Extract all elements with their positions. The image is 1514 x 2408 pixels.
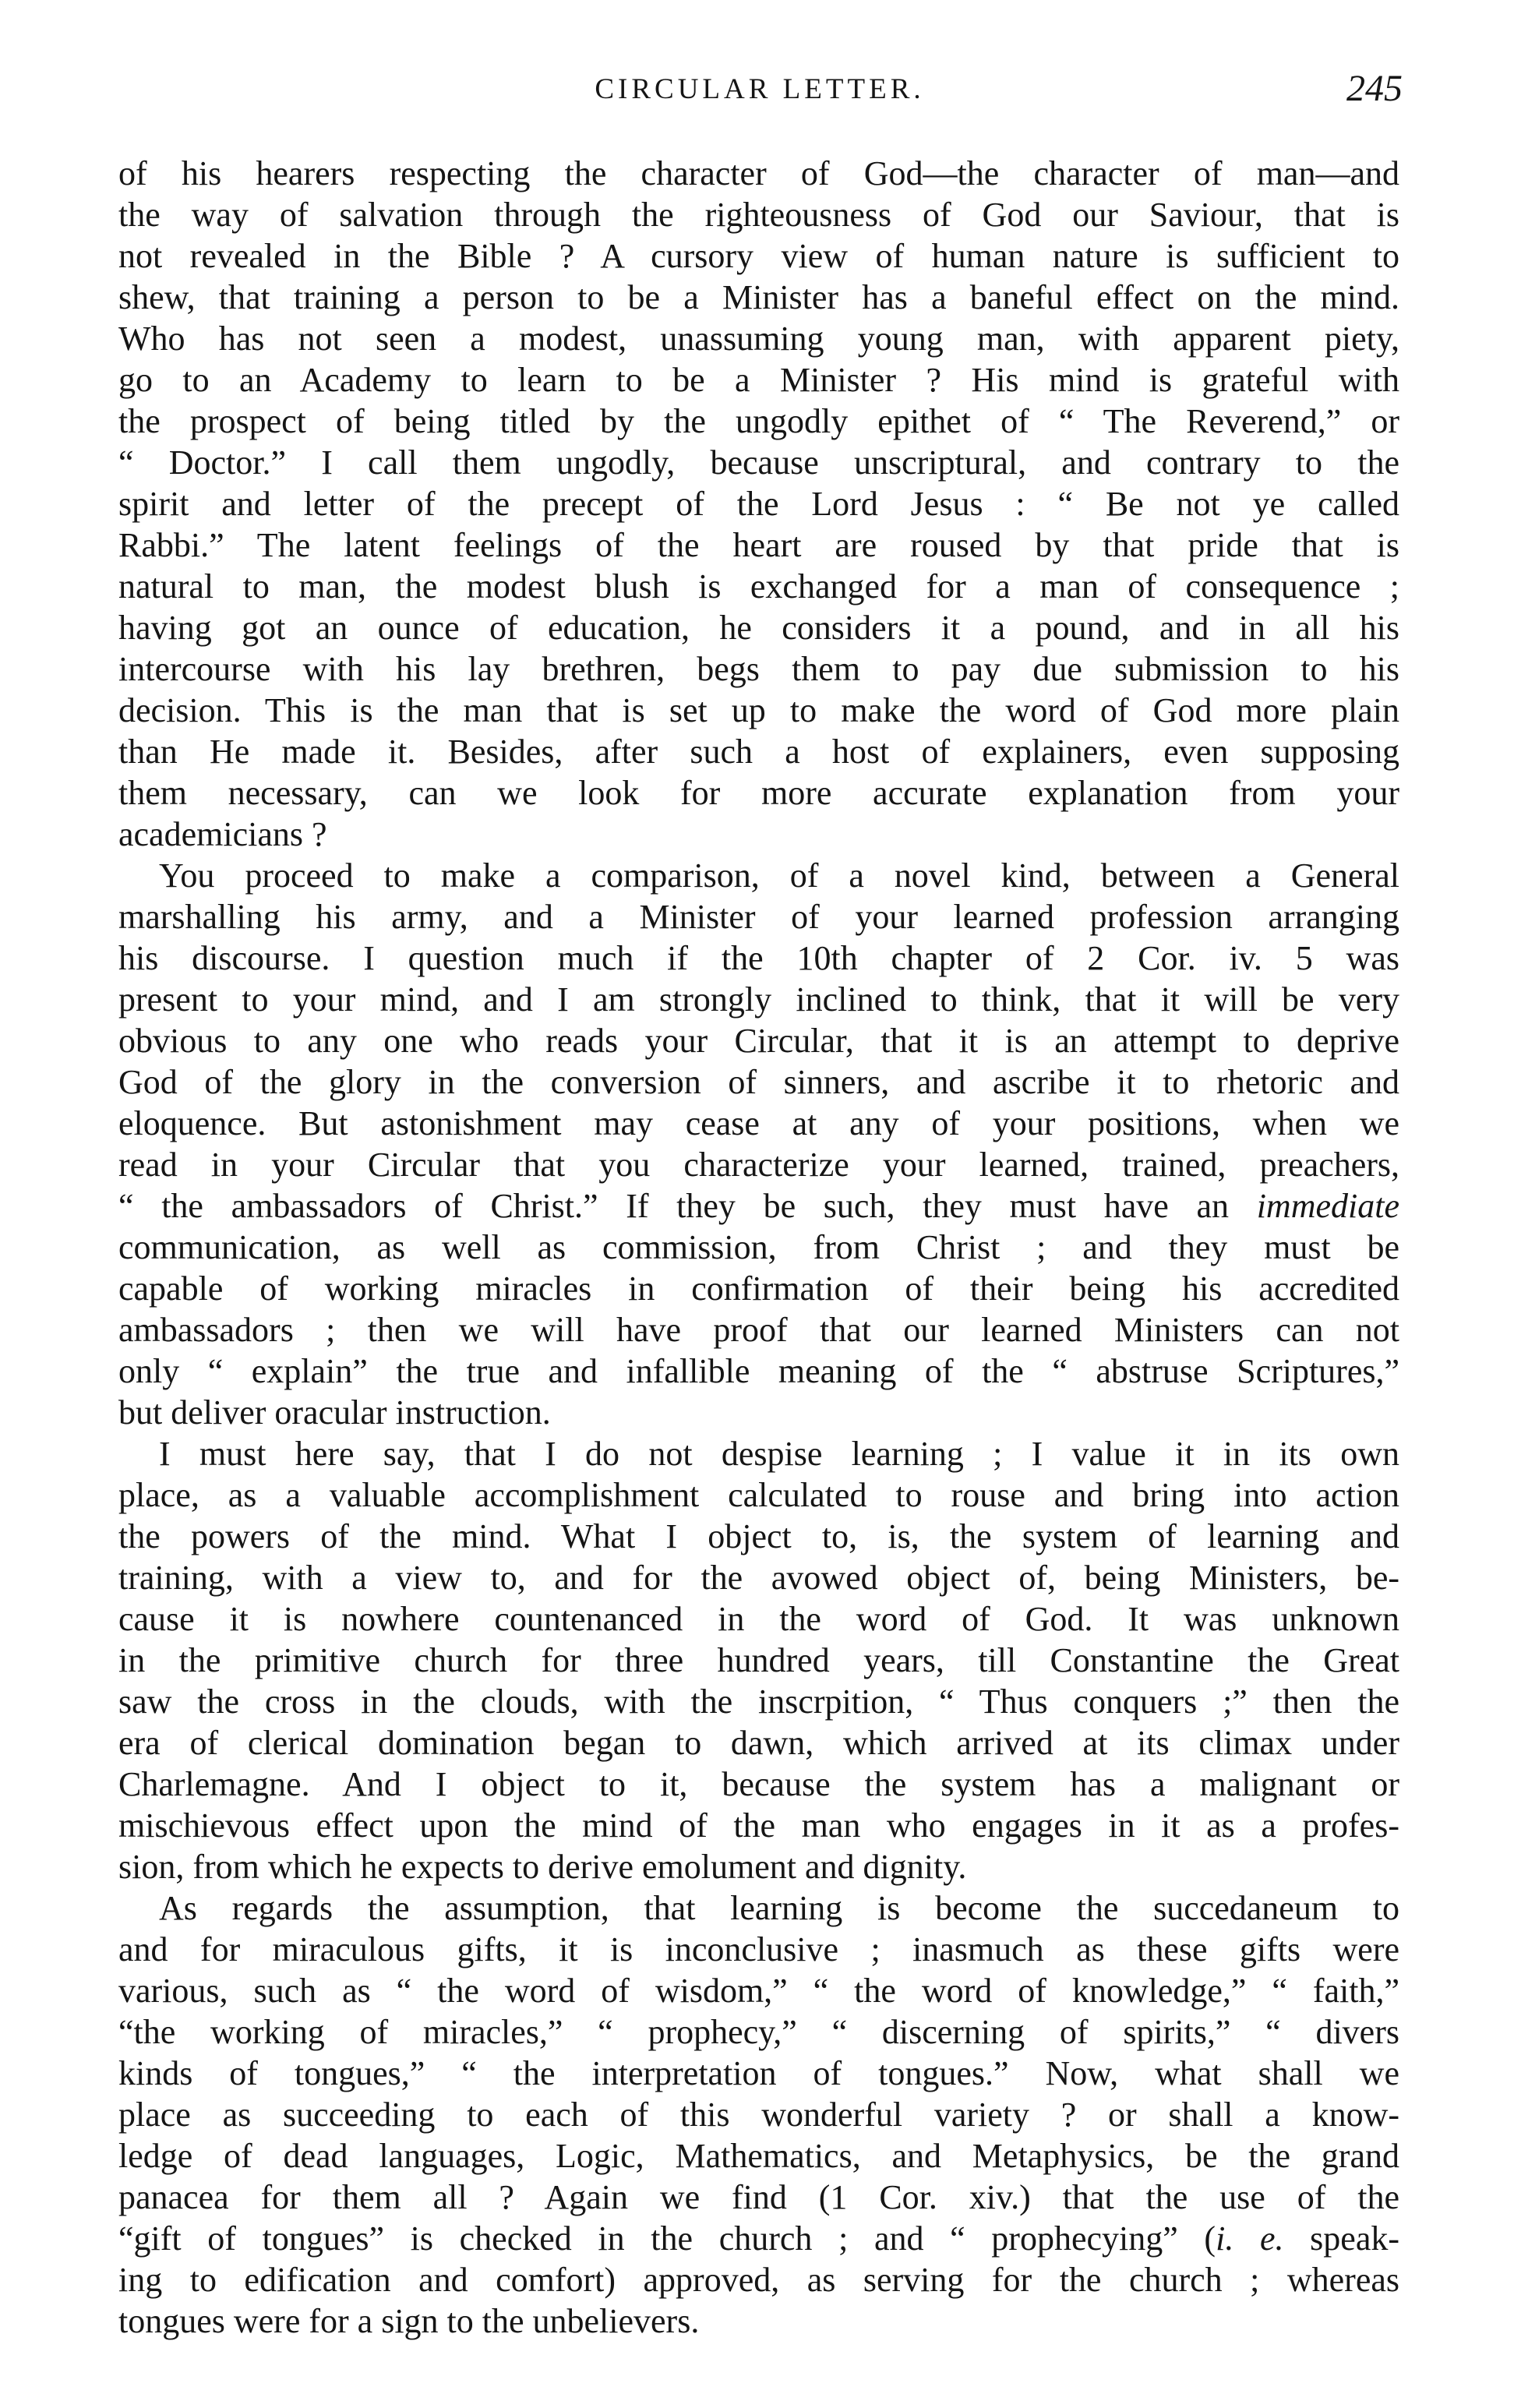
text-line: academicians ? — [118, 815, 327, 853]
paragraph-4 — [118, 1887, 1399, 2342]
text-line: You proceed to make a comparison, of a novel kind, between a General — [159, 856, 1399, 895]
text-line: spirit and letter of the precept of the Lord Jesus : “ Be not ye called — [118, 485, 1399, 523]
text-line: in the primitive church for three hundred years, till Constantine the Great — [118, 1641, 1399, 1679]
text-line: As regards the assumption, that learning is become the succedaneum to — [159, 1889, 1399, 1927]
text-line: of his hearers respecting the character of God—the character of man—and — [118, 154, 1399, 192]
text-line: Charlemagne. And I object to it, because the system has a malignant or — [118, 1765, 1399, 1803]
text-line: his discourse. I question much if the 10th chapter of 2 Cor. iv. 5 was — [118, 939, 1399, 977]
text-line: communication, as well as commission, from Christ ; and they must be — [118, 1228, 1399, 1266]
text-line: decision. This is the man that is set up to make the word of God more plain — [118, 691, 1399, 729]
text-line: ledge of dead languages, Logic, Mathematics, and Metaphysics, be the grand — [118, 2137, 1399, 2175]
text-line: training, with a view to, and for the avowed object of, being Ministers, be- — [118, 1559, 1399, 1597]
text-line: God of the glory in the conversion of sinners, and ascribe it to rhetoric and — [118, 1063, 1399, 1101]
text-line: panacea for them all ? Again we find (1 Cor. xiv.) that the use of the — [118, 2178, 1399, 2216]
text-line: the powers of the mind. What I object to, is, the system of learning and — [118, 1517, 1399, 1555]
text-line: mischievous effect upon the mind of the man who engages in it as a profes- — [118, 1806, 1399, 1845]
paragraph-2 — [118, 855, 1399, 1433]
text-line: kinds of tongues,” “ the interpretation of tongues.” Now, what shall we — [118, 2054, 1399, 2092]
text-line: obvious to any one who reads your Circular, that it is an attempt to deprive — [118, 1022, 1399, 1060]
paragraph-1 — [118, 153, 1399, 855]
text-line: the prospect of being titled by the ungodly epithet of “ The Reverend,” or — [118, 402, 1399, 440]
text-line: Rabbi.” The latent feelings of the heart are roused by that pride that is — [118, 526, 1399, 564]
text-line: place, as a valuable accomplishment calculated to rouse and bring into action — [118, 1476, 1399, 1514]
running-title: CIRCULAR LETTER. — [595, 73, 925, 105]
text-line: sion, from which he expects to derive emolument and dignity. — [118, 1848, 967, 1886]
text-line: eloquence. But astonishment may cease at any of your positions, when we — [118, 1104, 1399, 1142]
body-text — [118, 153, 1399, 2342]
text-line: go to an Academy to learn to be a Minister ? His mind is grateful with — [118, 361, 1399, 399]
text-line: capable of working miracles in confirmation of their being his accredited — [118, 1269, 1399, 1308]
text-line: I must here say, that I do not despise learning ; I value it in its own — [159, 1435, 1399, 1473]
text-line: various, such as “ the word of wisdom,” “ the word of knowledge,” “ faith,” — [118, 1972, 1399, 2010]
text-line: tongues were for a sign to the unbelievers. — [118, 2302, 700, 2340]
text-line: “ Doctor.” I call them ungodly, because unscriptural, and contrary to the — [118, 443, 1399, 482]
text-line: and for miraculous gifts, it is inconclusive ; inasmuch as these gifts were — [118, 1930, 1399, 1968]
text-line: shew, that training a person to be a Minister has a baneful effect on the mind. — [118, 278, 1399, 316]
text-line: read in your Circular that you characterize your learned, trained, preachers, — [118, 1146, 1399, 1184]
text-line: not revealed in the Bible ? A cursory view of human nature is sufficient to — [118, 237, 1399, 275]
text-line: saw the cross in the clouds, with the inscrpition, “ Thus conquers ;” then the — [118, 1682, 1399, 1721]
page-number: 245 — [1346, 68, 1403, 109]
text-line: present to your mind, and I am strongly inclined to think, that it will be very — [118, 980, 1399, 1019]
text-line: than He made it. Besides, after such a host of explainers, even supposing — [118, 733, 1399, 771]
text-line: era of clerical domination began to dawn, which arrived at its climax under — [118, 1724, 1399, 1762]
text-line: ambassadors ; then we will have proof that our learned Ministers can not — [118, 1311, 1399, 1349]
text-line: “ the ambassadors of Christ.” If they be such, they must have an immediate — [118, 1187, 1399, 1225]
text-line: only “ explain” the true and infallible meaning of the “ abstruse Scriptures,” — [118, 1352, 1399, 1390]
text-line: them necessary, can we look for more accurate explanation from your — [118, 774, 1399, 812]
text-line: ing to edification and comfort) approved, as serving for the church ; whereas — [118, 2261, 1399, 2299]
text-line: natural to man, the modest blush is exchanged for a man of consequence ; — [118, 567, 1399, 606]
text-line: place as succeeding to each of this wonderful variety ? or shall a know- — [118, 2096, 1399, 2134]
running-head — [117, 68, 1403, 118]
text-line: “the working of miracles,” “ prophecy,” “ discerning of spirits,” “ divers — [118, 2013, 1399, 2051]
paragraph-3 — [118, 1433, 1399, 1887]
text-line: cause it is nowhere countenanced in the word of God. It was unknown — [118, 1600, 1399, 1638]
text-line: “gift of tongues” is checked in the church ; and “ prophecying” (i. e. speak- — [118, 2219, 1400, 2258]
text-line: but deliver oracular instruction. — [118, 1393, 551, 1432]
text-line: the way of salvation through the righteousness of God our Saviour, that is — [118, 196, 1399, 234]
text-line: Who has not seen a modest, unassuming young man, with apparent piety, — [118, 320, 1399, 358]
text-line: marshalling his army, and a Minister of your learned profession arranging — [118, 898, 1399, 936]
text-line: having got an ounce of education, he considers it a pound, and in all his — [118, 609, 1399, 647]
text-line: intercourse with his lay brethren, begs them to pay due submission to his — [118, 650, 1399, 688]
